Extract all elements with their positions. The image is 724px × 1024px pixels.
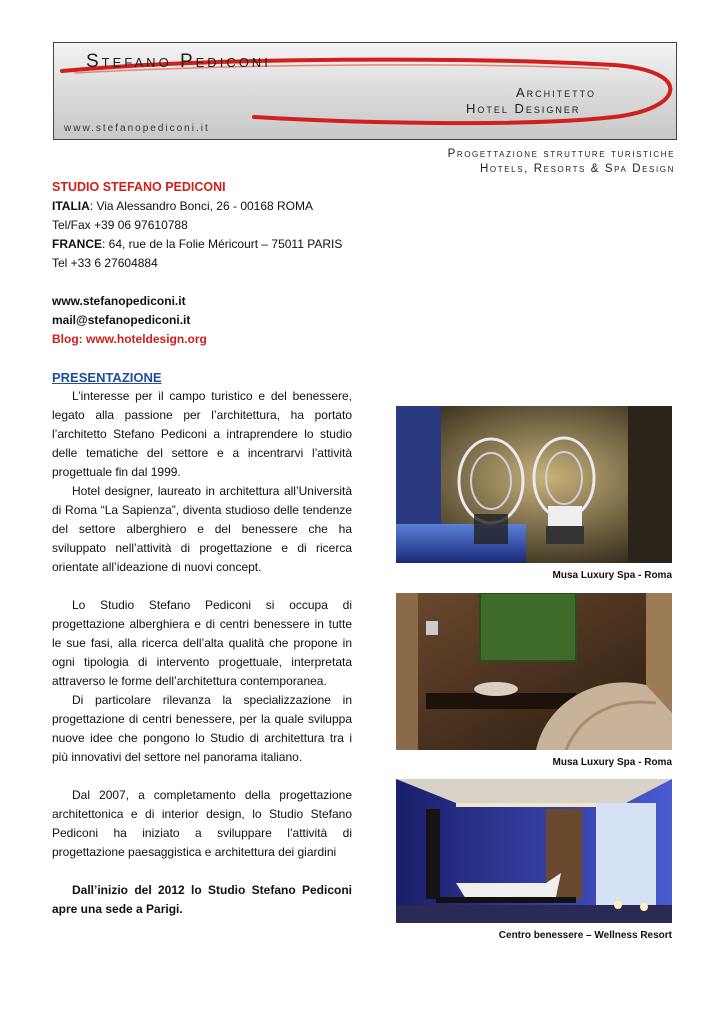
france-phone: Tel +33 6 27604884 <box>52 256 158 270</box>
presentation-paragraph-5: Dal 2007, a completamento della progettazione architettonica e di interior design, lo Studio Stefano Pediconi ha iniziato a sviluppare l’attività di progettazione paesaggistica e architettura dei giardini <box>52 788 352 859</box>
spa-photo-2 <box>396 593 672 750</box>
presentation-paragraph-2: Hotel designer, laureato in architettura all’Università di Roma “La Sapienza”, diventa studioso delle tendenze del settore alberghiero e del benessere che ha sviluppato nell’attività di progettazione e di ricerca orientate all’ideazione di nuovi concept. <box>52 484 352 574</box>
header-banner <box>53 42 677 140</box>
photo-caption-1: Musa Luxury Spa - Roma <box>552 570 672 581</box>
presentation-paragraph-4: Di particolare rilevanza la specializzazione in progettazione di centri benessere, per la quale sviluppa nuove idee che pongono lo Studio di architettura tra i più innovativi del settore nel panorama italiano. <box>52 693 352 764</box>
blog-link[interactable]: Blog: www.hoteldesign.org <box>52 332 207 346</box>
presentation-title: PRESENTAZIONE <box>52 370 162 385</box>
italy-address: : Via Alessandro Bonci, 26 - 00168 ROMA <box>89 199 314 213</box>
presentation-paragraph-3: Lo Studio Stefano Pediconi si occupa di progettazione alberghiera e di centri benessere in tutte le sue fasi, alla ricerca dell’alta qualità che propone in ogni tipologia di intervento progettuale, interpretata attraverso le forme dell’architettura contemporanea. <box>52 598 352 688</box>
france-address-line <box>52 235 352 254</box>
photo-caption-2: Musa Luxury Spa - Roma <box>552 757 672 768</box>
presentation-paragraph-1: L’interesse per il campo turistico e del benessere, legato alla passione per l’architettura, ha portato l’architetto Stefano Pediconi a intraprendere lo studio delle tematiche del settore e a incentrarvi l’attività progettuale fin dal 1999. <box>52 389 352 479</box>
france-address: : 64, rue de la Folie Méricourt – 75011 PARIS <box>102 237 343 251</box>
website-link[interactable]: www.stefanopediconi.it <box>52 294 186 308</box>
presentation-paragraph-6: Dall’inizio del 2012 lo Studio Stefano Pediconi apre una sede a Parigi. <box>52 883 352 916</box>
tagline-line1: Progettazione strutture turistiche <box>447 148 675 160</box>
italy-address-line <box>52 197 352 216</box>
architect-name: Stefano Pediconi <box>86 51 271 72</box>
spa-photo-1 <box>396 406 672 563</box>
left-column <box>52 178 352 919</box>
italy-phone: Tel/Fax +39 06 97610788 <box>52 218 188 232</box>
france-label: FRANCE <box>52 237 102 251</box>
banner-website: www.stefanopediconi.it <box>64 123 210 134</box>
role-architect: Architetto <box>516 85 597 100</box>
tagline-line2: Hotels, Resorts & Spa Design <box>480 163 675 175</box>
photo-caption-3: Centro benessere – Wellness Resort <box>498 930 672 941</box>
email-link[interactable]: mail@stefanopediconi.it <box>52 313 191 327</box>
wellness-photo-3 <box>396 779 672 923</box>
italy-label: ITALIA <box>52 199 90 213</box>
studio-title: STUDIO STEFANO PEDICONI <box>52 180 226 194</box>
role-hotel-designer: Hotel Designer <box>466 101 581 116</box>
